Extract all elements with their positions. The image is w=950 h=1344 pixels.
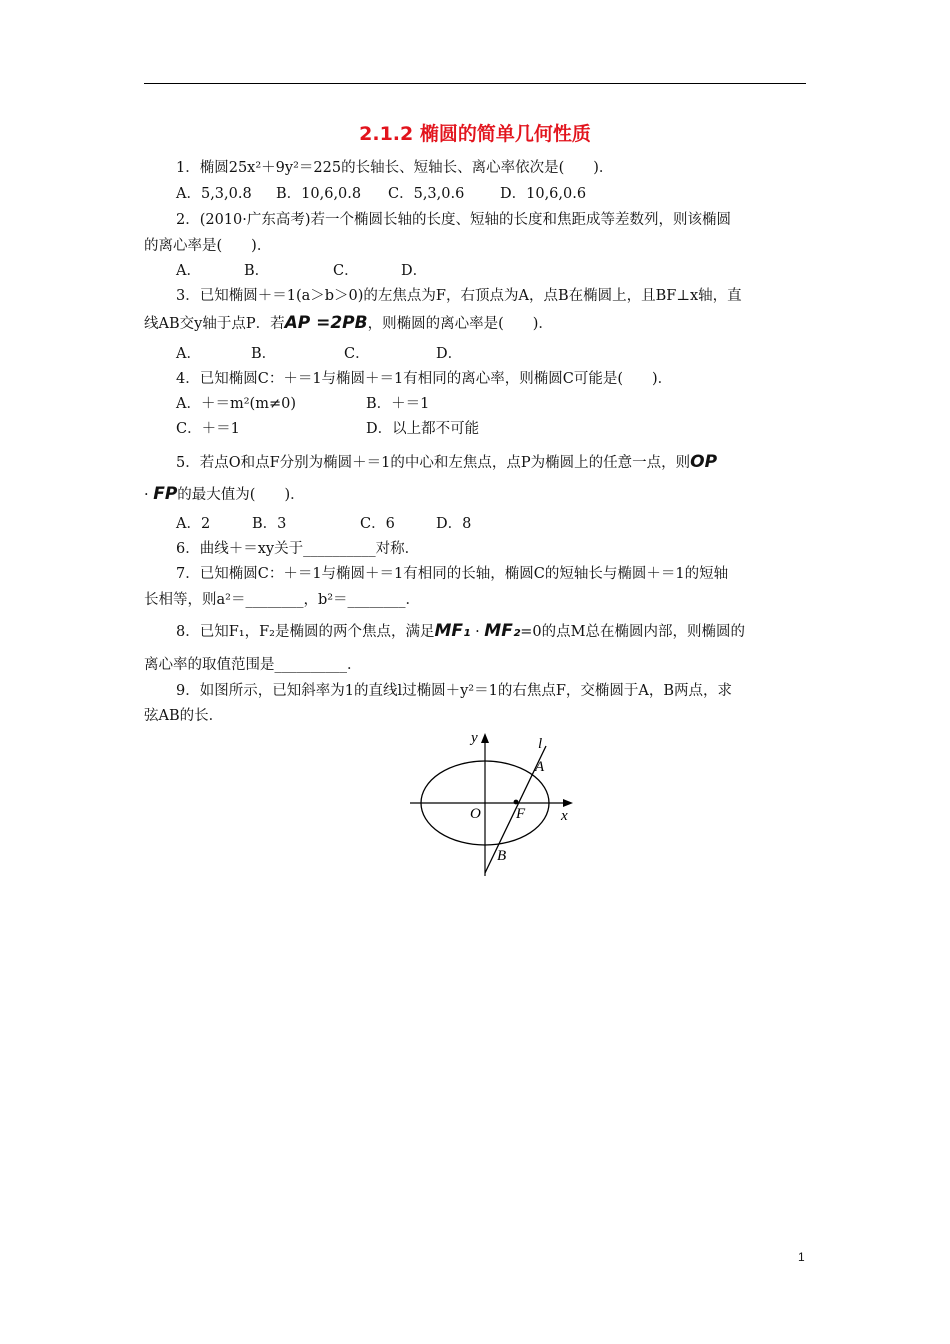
q3-option-c: C． xyxy=(344,346,370,362)
question-7-line-2: 长相等，则a²＝________，b²＝________． xyxy=(144,592,421,608)
question-5-line-2 xyxy=(144,483,305,506)
page-title: 2.1.2 椭圆的简单几何性质 xyxy=(359,123,591,145)
label-y: y xyxy=(471,730,478,746)
question-8-line-2: 离心率的取值范围是__________． xyxy=(144,657,362,673)
q8-vector-mf1: MF₁ xyxy=(434,621,471,641)
question-8-line-1 xyxy=(176,620,745,643)
question-6: 6．曲线＋＝xy关于__________对称． xyxy=(176,541,420,557)
q3-vector-expression: AP =2PB xyxy=(284,313,368,333)
question-3-line-1: 3．已知椭圆＋＝1(a＞b＞0)的左焦点为F，右顶点为A，点B在椭圆上，且BF⊥x轴，直 xyxy=(176,288,742,304)
q1-option-b: B．10,6,0.8 xyxy=(276,186,362,202)
q4-option-b: B．＋＝1 xyxy=(366,396,430,412)
q5-vector-op: OP xyxy=(690,452,718,472)
q4-option-d: D．以上都不可能 xyxy=(366,421,480,437)
page-number: 1 xyxy=(798,1250,805,1264)
q2-option-b: B． xyxy=(244,263,270,279)
q8-text-after: =0的点M总在椭圆内部，则椭圆的 xyxy=(520,624,746,640)
label-l: l xyxy=(538,736,543,752)
question-7-line-1: 7．已知椭圆C：＋＝1与椭圆＋＝1有相同的长轴，椭圆C的短轴长与椭圆＋＝1的短轴 xyxy=(176,566,729,582)
label-x: x xyxy=(561,808,568,824)
q5-text-after: 的最大值为( )． xyxy=(177,487,305,503)
question-9-line-2: 弦AB的长． xyxy=(144,708,224,724)
question-2-line-2: 的离心率是( )． xyxy=(144,238,272,254)
q4-option-c: C．＋＝1 xyxy=(176,421,240,437)
q5-option-d: D．8 xyxy=(436,516,472,532)
y-axis-arrow xyxy=(481,733,489,743)
label-f: F xyxy=(516,806,526,822)
label-o: O xyxy=(470,806,481,822)
focus-point xyxy=(514,800,519,805)
header-rule xyxy=(144,83,806,84)
q2-option-c: C． xyxy=(333,263,359,279)
q5-option-b: B．3 xyxy=(252,516,287,532)
question-1: 1．椭圆25x²＋9y²＝225的长轴长、短轴长、离心率依次是( )． xyxy=(176,160,614,176)
q8-vector-mf2: MF₂ xyxy=(484,621,521,641)
x-axis-arrow xyxy=(563,799,573,807)
label-b: B xyxy=(497,848,507,864)
q5-text: 5．若点O和点F分别为椭圆＋＝1的中心和左焦点，点P为椭圆上的任意一点，则 xyxy=(176,455,691,471)
question-2-line-1: 2．(2010·广东高考)若一个椭圆长轴的长度、短轴的长度和焦距成等差数列，则该椭圆 xyxy=(176,212,732,228)
question-5-line-1 xyxy=(176,451,717,474)
q2-option-a: A． xyxy=(176,263,201,279)
q3-option-b: B． xyxy=(251,346,277,362)
q3-text-after: ，则椭圆的离心率是( )． xyxy=(367,316,553,332)
question-4: 4．已知椭圆C：＋＝1与椭圆＋＝1有相同的离心率，则椭圆C可能是( )． xyxy=(176,371,673,387)
q5-option-a: A．2 xyxy=(176,516,211,532)
q1-option-d: D．10,6,0.6 xyxy=(500,186,587,202)
q3-option-d: D． xyxy=(436,346,463,362)
q2-option-d: D． xyxy=(401,263,428,279)
question-9-line-1: 9．如图所示，已知斜率为1的直线l过椭圆＋y²＝1的右焦点F，交椭圆于A，B两点，求 xyxy=(176,683,733,699)
q1-option-c: C．5,3,0.6 xyxy=(388,186,465,202)
q1-option-a: A．5,3,0.8 xyxy=(176,186,252,202)
q8-dot: · xyxy=(475,624,480,640)
label-a: A xyxy=(535,759,545,775)
q3-option-a: A． xyxy=(176,346,201,362)
q4-option-a: A．＋＝m²(m≠0) xyxy=(176,396,296,412)
q5-dot: · xyxy=(144,487,149,503)
q5-vector-fp: FP xyxy=(153,484,178,504)
question-3-line-2 xyxy=(144,312,553,335)
q8-text-before: 8．已知F₁，F₂是椭圆的两个焦点，满足 xyxy=(176,624,435,640)
q3-text-before: 线AB交y轴于点P．若 xyxy=(144,316,285,332)
q5-option-c: C．6 xyxy=(360,516,395,532)
ellipse-figure xyxy=(405,728,585,883)
